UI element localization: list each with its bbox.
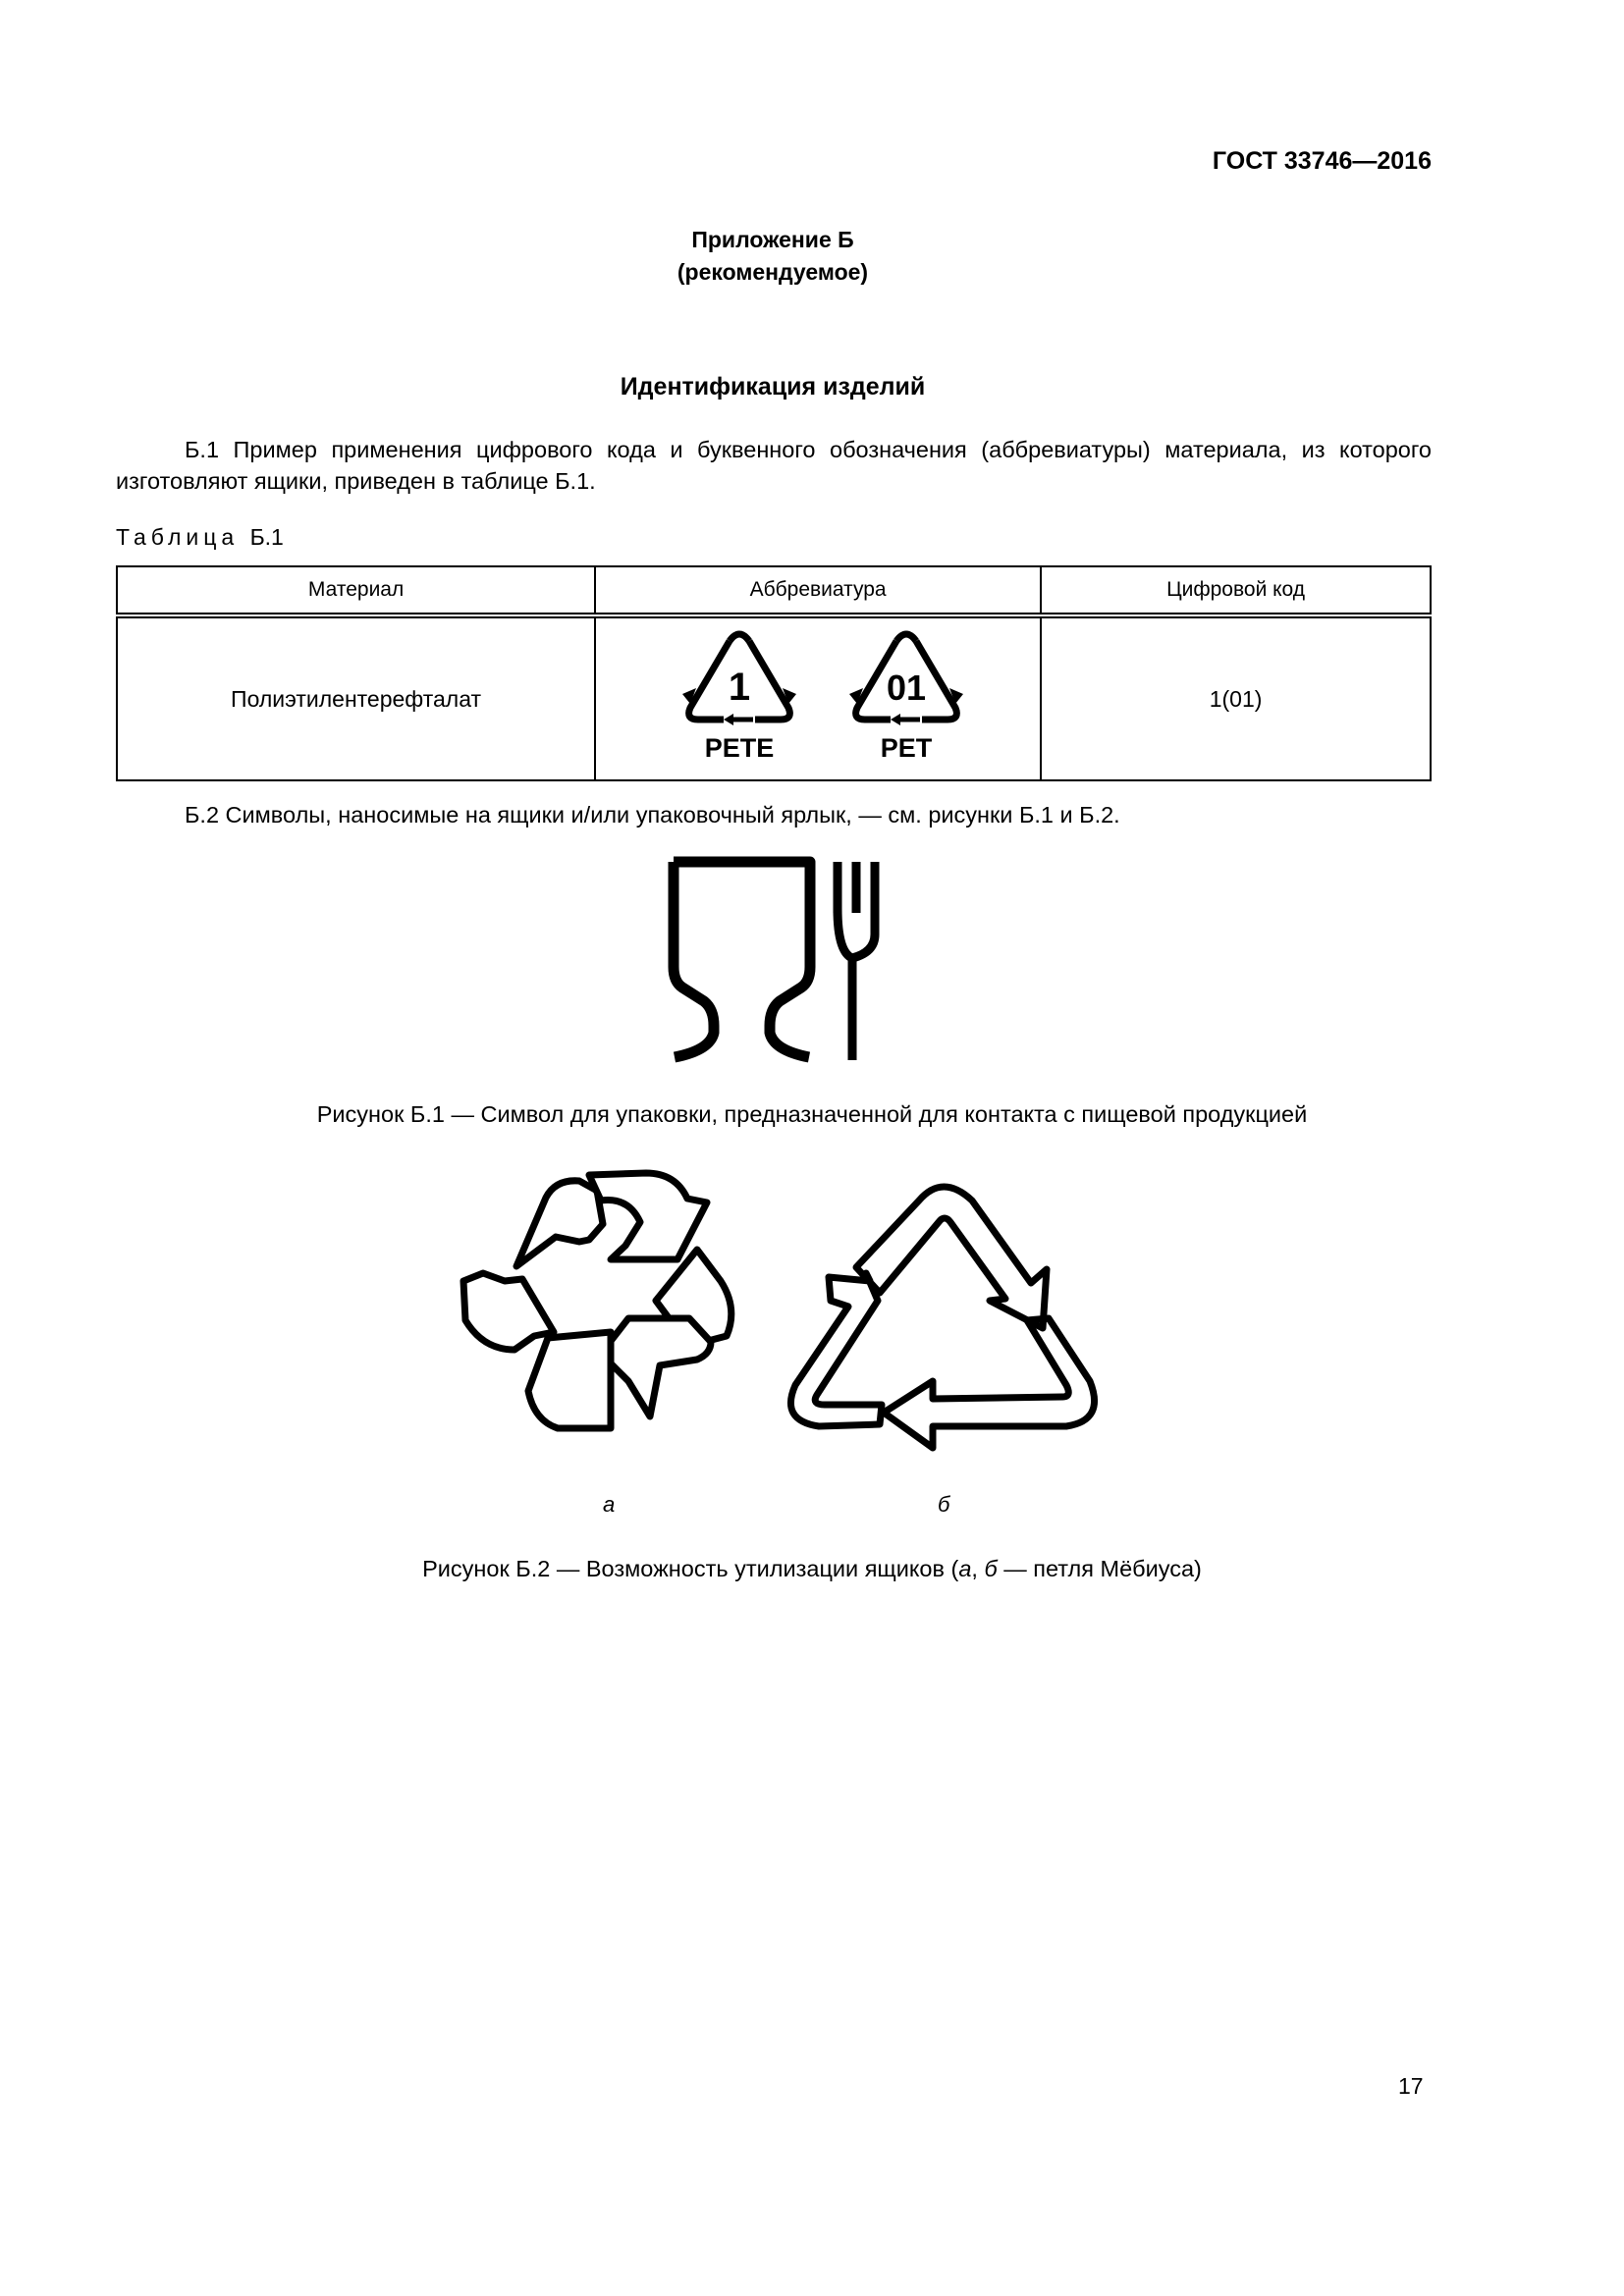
appendix-title: Приложение Б [691,227,854,252]
table-header-row [117,566,1431,614]
figure-b2-label-a: а [603,1492,616,1517]
figure-b2-caption [0,1556,1624,1582]
resin-label-pete: PETE [704,733,775,763]
page-number: 17 [1398,2073,1424,2099]
figure-b2-caption-b: б [984,1556,998,1581]
material-table [116,565,1432,781]
resin-code-symbols [597,619,1039,773]
section-title: Идентификация изделий [620,373,926,400]
resin-number-1: 1 [728,666,751,709]
figure-b2-label-b: б [938,1492,950,1517]
resin-number-01: 01 [887,667,927,708]
cell-abbreviation [595,617,1041,780]
cell-material: Полиэтилентерефталат [117,617,595,780]
figure-b2-caption-sep: , [971,1556,985,1581]
table-caption-number: Б.1 [249,524,284,550]
appendix-subtitle: (рекомендуемое) [677,259,869,285]
header-abbreviation: Аббревиатура [595,566,1041,614]
cell-code: 1(01) [1041,617,1431,780]
figure-b1-caption: Рисунок Б.1 — Символ для упаковки, предназначенной для контакта с пищевой продукцией [316,1101,1308,1127]
document-code: ГОСТ 33746—2016 [1212,147,1432,175]
header-material: Материал [117,566,595,614]
figure-b2-caption-suffix: — петля Мёбиуса) [997,1556,1202,1581]
figure-b2-caption-prefix: Рисунок Б.2 — Возможность утилизации ящиков ( [422,1556,959,1581]
table-caption-word: Таблица [116,524,240,550]
table-caption [116,524,284,551]
mobius-loop-b-icon [785,1163,1110,1458]
header-code: Цифровой код [1041,566,1431,614]
table-row [117,617,1431,780]
paragraph-b2: Б.2 Символы, наносимые на ящики и/или упаковочный ярлык, — см. рисунки Б.1 и Б.2. [185,802,1120,828]
resin-label-pet: PET [880,733,933,763]
figure-b2-caption-a: а [958,1556,972,1581]
appendix-heading [0,224,1545,289]
recycling-arrows-a-icon [454,1163,768,1458]
glass-and-fork-icon [663,854,889,1065]
paragraph-b1: Б.1 Пример применения цифрового кода и буквенного обозначения (аббревиатуры) материала, из которого изготовляют ящики, приведен в таблице Б.1. [116,437,1432,494]
